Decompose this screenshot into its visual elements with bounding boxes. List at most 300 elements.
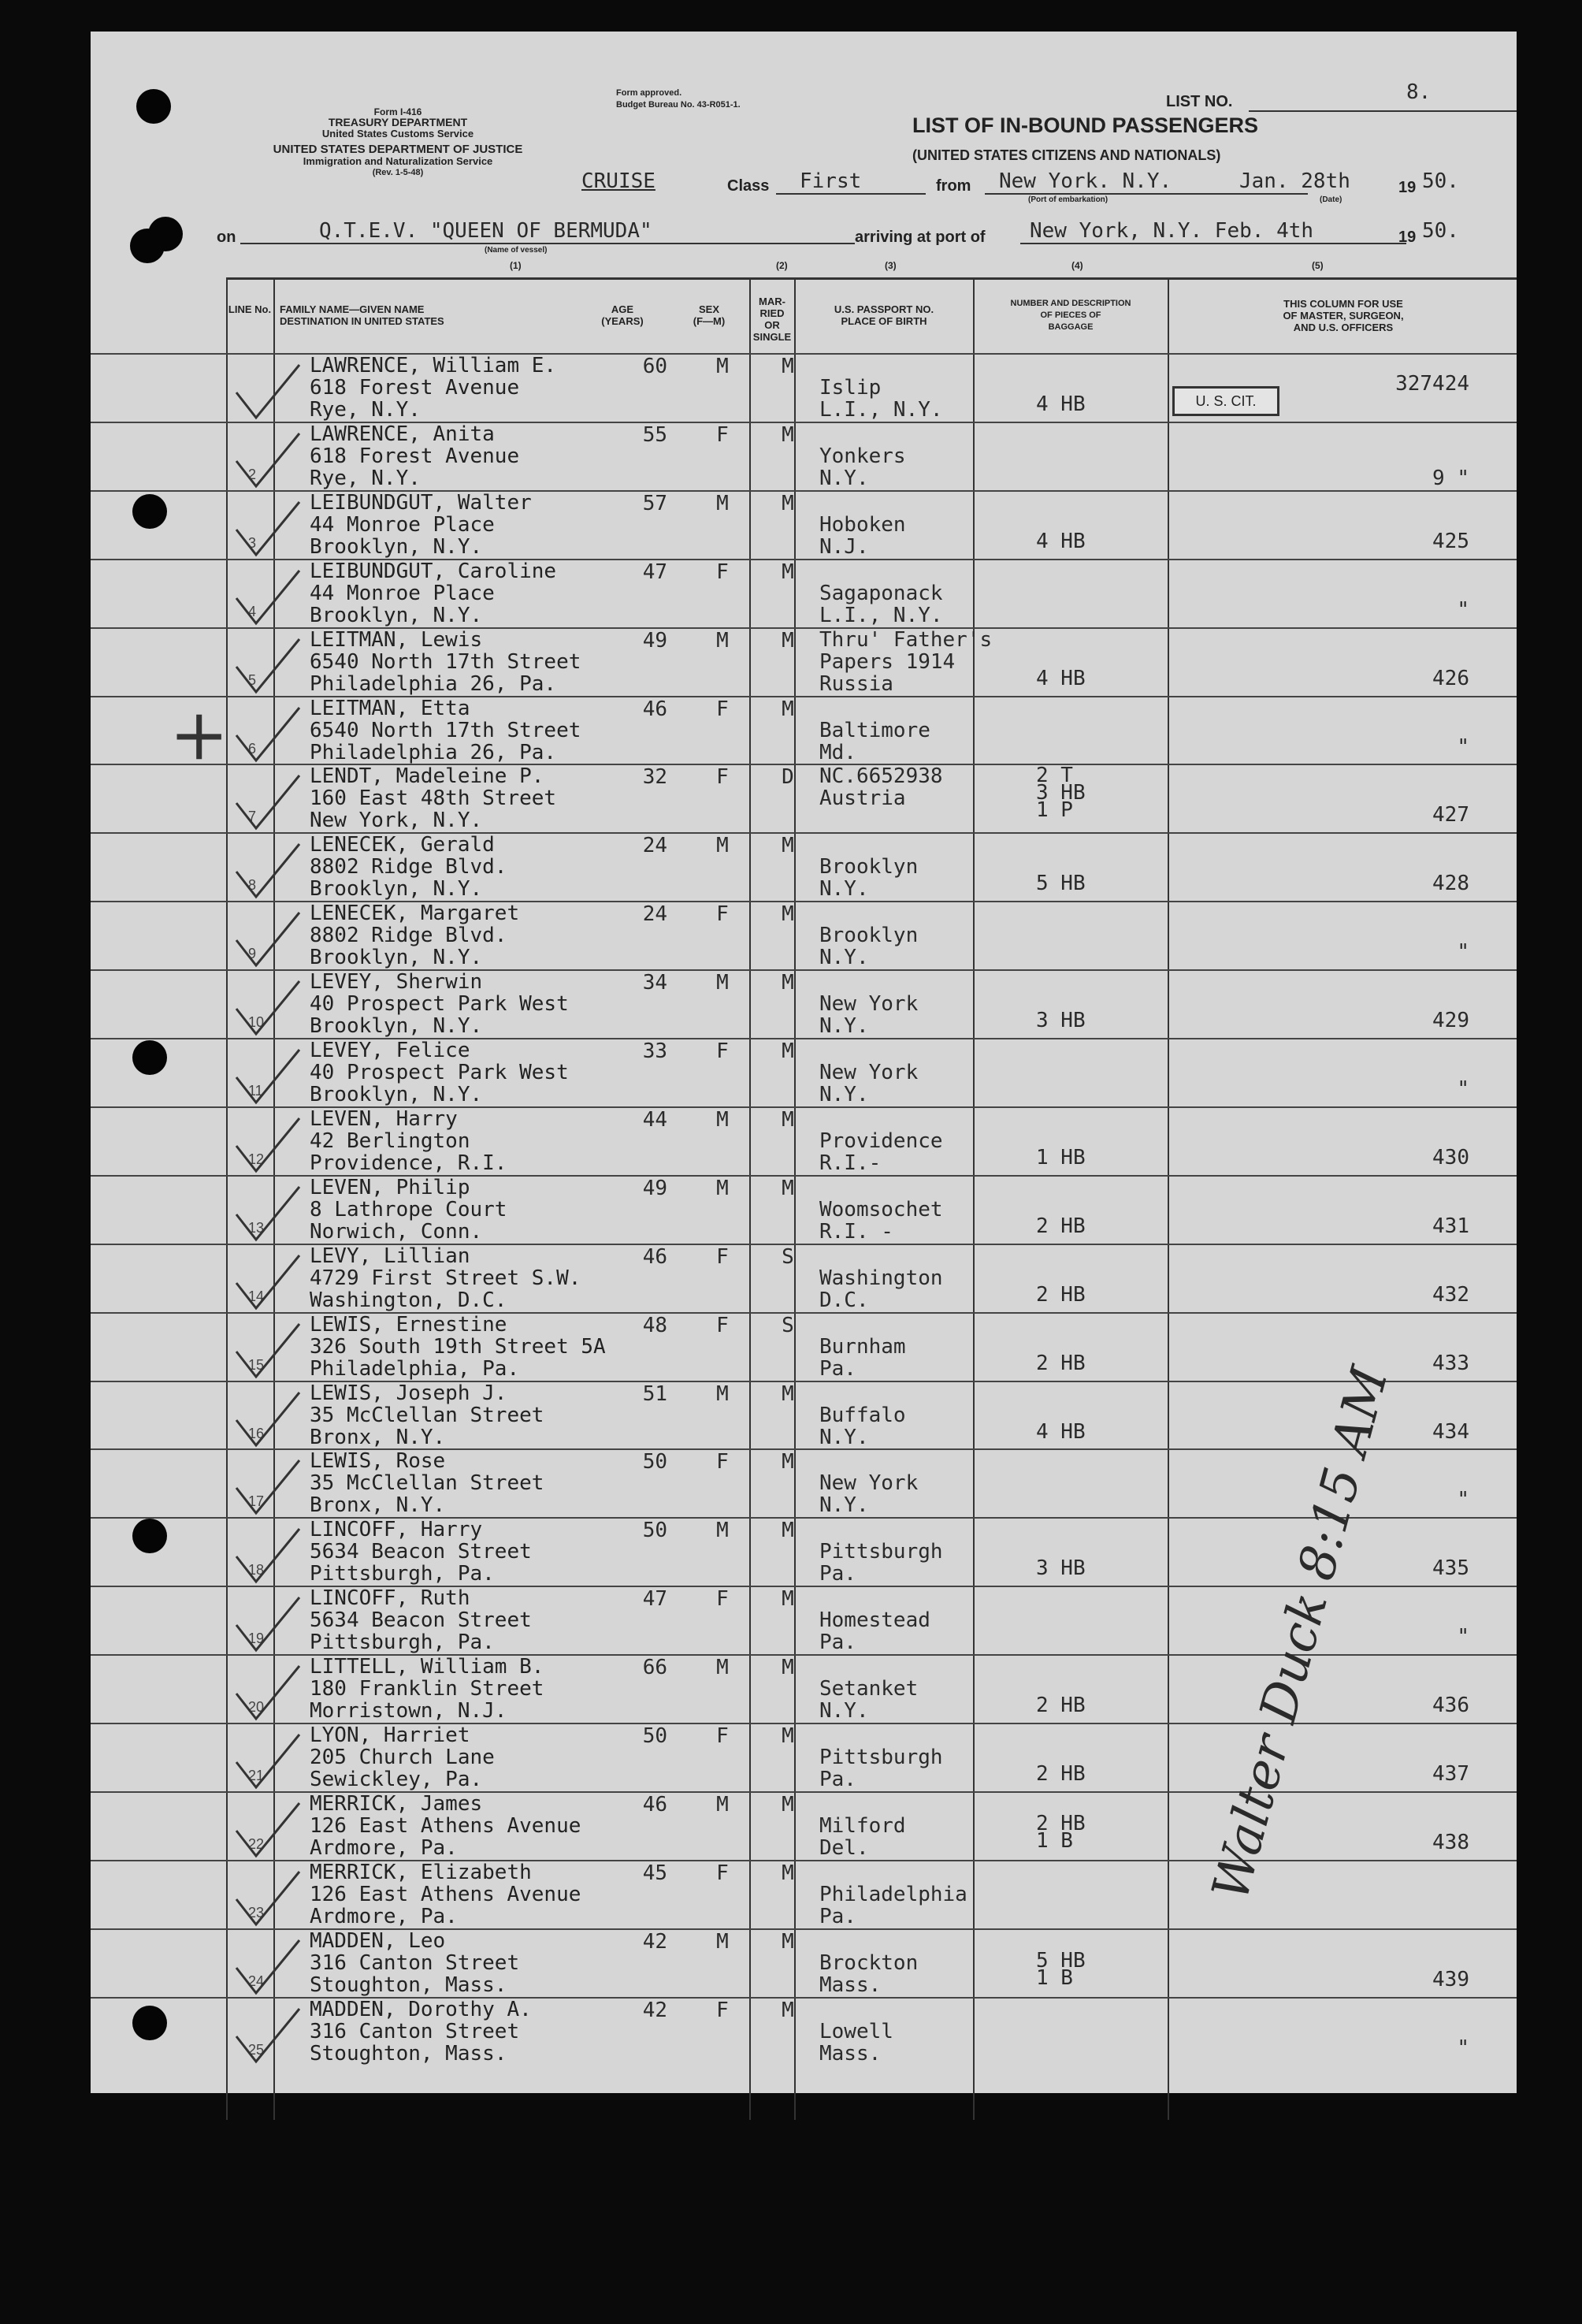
birthplace-line: Brooklyn (819, 855, 919, 879)
name-line: MERRICK, Elizabeth (310, 1860, 532, 1884)
marital-status: M (782, 355, 794, 378)
treasury-label: TREASURY DEPARTMENT (328, 116, 468, 128)
table-row (91, 1448, 1517, 1519)
baggage-line: 1 HB (1036, 1145, 1086, 1169)
line-number: 11 (248, 1083, 263, 1099)
officer-number: " (1457, 734, 1469, 759)
baggage-line: 4 HB (1036, 1419, 1086, 1444)
sex: M (716, 1176, 729, 1200)
line-number: 7 (248, 809, 257, 825)
passenger-name-address (310, 1793, 581, 1859)
line-number: 20 (248, 1699, 265, 1716)
vessel-name: Q.T.E.V. "QUEEN OF BERMUDA" (319, 219, 652, 243)
birthplace-line: N.Y. (819, 1014, 869, 1039)
birthplace-line: New York (819, 1471, 919, 1496)
name-line: LEVEN, Philip (310, 1175, 470, 1199)
check-mark-icon (232, 1936, 303, 1999)
name-line: Brooklyn, N.Y. (310, 877, 483, 902)
line-number: 2 (248, 466, 257, 482)
line-number: 6 (248, 740, 257, 757)
table-row (91, 901, 1517, 971)
officer-number: " (1457, 2036, 1469, 2060)
officer-number: " (1457, 1488, 1469, 1512)
name-line: LEVEY, Sherwin (310, 970, 483, 995)
sex: F (716, 765, 729, 790)
check-mark-icon (232, 1868, 303, 1931)
baggage-line: 4 HB (1036, 529, 1086, 553)
marital-status: M (782, 834, 794, 858)
name-line: LITTELL, William B. (310, 1655, 544, 1679)
name-line: Brooklyn, N.Y. (310, 946, 483, 970)
name-line: Ardmore, Pa. (310, 1835, 458, 1860)
from-date: Jan. 28th (1239, 169, 1350, 193)
name-line: Bronx, N.Y. (310, 1493, 446, 1518)
col-4-marker: (4) (1071, 260, 1083, 271)
col-1-marker: (1) (510, 260, 522, 271)
header-baggage: NUMBER AND DESCRIPTION OF PIECES OF BAGGAGE (1010, 299, 1131, 332)
birthplace (819, 1199, 943, 1243)
marital-status: D (782, 765, 794, 790)
name-line: 618 Forest Avenue (310, 376, 520, 400)
birthplace (819, 1746, 943, 1790)
baggage (1036, 392, 1086, 416)
line-number: 15 (248, 1356, 265, 1373)
sex: M (716, 834, 729, 858)
baggage-line: 4 HB (1036, 666, 1086, 690)
passenger-name-address (310, 355, 556, 421)
age: 45 (642, 1861, 667, 1885)
sex: M (716, 971, 729, 995)
punch-hole (132, 1040, 167, 1075)
sex: M (716, 355, 729, 378)
birthplace-line: Burnham (819, 1334, 906, 1359)
baggage-line: 5 HB (1036, 1948, 1086, 1973)
from-port: New York. N.Y. (999, 169, 1172, 193)
birthplace (819, 1541, 943, 1585)
birthplace-line: Baltimore (819, 718, 930, 742)
baggage (1036, 1556, 1086, 1581)
col-2-marker: (2) (776, 260, 788, 271)
table-row (91, 627, 1517, 697)
birthplace (819, 582, 943, 627)
passenger-name-address (310, 697, 581, 764)
marital-status: M (782, 1587, 794, 1612)
check-mark-icon (232, 1251, 303, 1314)
baggage (1036, 1282, 1086, 1307)
baggage-line: 1 B (1036, 1828, 1073, 1853)
name-line: 5634 Beacon Street (310, 1608, 532, 1633)
line-number: 12 (248, 1151, 265, 1167)
birthplace-line: Hoboken (819, 512, 906, 537)
birthplace (819, 1678, 918, 1722)
birthplace (819, 377, 943, 421)
check-mark-icon (232, 498, 303, 561)
table-row (91, 1244, 1517, 1314)
birthplace-line: Pittsburgh (819, 1540, 943, 1564)
marital-status: M (782, 1450, 794, 1474)
birthplace (819, 720, 930, 764)
line-number: 3 (248, 534, 257, 551)
name-line: 4729 First Street S.W. (310, 1266, 581, 1290)
from-year-prefix: 19 (1398, 179, 1417, 196)
check-mark-icon (232, 1662, 303, 1725)
sex: M (716, 628, 729, 653)
marital-status: M (782, 1861, 794, 1885)
customs-label: United States Customs Service (321, 128, 474, 139)
sex: F (716, 1244, 729, 1269)
header-name: FAMILY NAME—GIVEN NAME DESTINATION IN UNITED STATES (280, 303, 444, 327)
marital-status: M (782, 1039, 794, 1063)
check-mark-icon (232, 1114, 303, 1177)
birthplace-line: L.I., N.Y. (819, 398, 943, 422)
marital-status: M (782, 1381, 794, 1406)
marital-status: M (782, 491, 794, 515)
birthplace-line: Pa. (819, 1356, 856, 1381)
birthplace-line: N.Y. (819, 1083, 869, 1106)
ins-label: Immigration and Naturalization Service (303, 155, 493, 167)
name-line: 44 Monroe Place (310, 581, 495, 605)
header-officers: THIS COLUMN FOR USE OF MASTER, SURGEON, AND U.S. OFFICERS (1283, 298, 1404, 333)
birthplace-line: Yonkers (819, 444, 906, 468)
sex: M (716, 1519, 729, 1543)
name-line: LINCOFF, Ruth (310, 1586, 470, 1611)
baggage (1036, 1694, 1086, 1718)
birthplace-line: Providence (819, 1129, 943, 1153)
name-line: LEWIS, Rose (310, 1449, 446, 1474)
sex: F (716, 1724, 729, 1748)
age: 24 (642, 834, 667, 858)
from-year: 50. (1422, 169, 1459, 193)
sex: F (716, 902, 729, 927)
sex: M (716, 1107, 729, 1132)
name-line: 8802 Ridge Blvd. (310, 924, 507, 948)
age: 51 (642, 1381, 667, 1406)
baggage-line: 2 HB (1036, 1762, 1086, 1786)
baggage-line: 1 B (1036, 1965, 1073, 1990)
punch-hole (148, 217, 183, 251)
header-sex: SEX (F—M) (693, 303, 726, 327)
birthplace-line: N.Y. (819, 1493, 869, 1518)
name-line: LEITMAN, Lewis (310, 627, 483, 652)
name-line: 326 South 19th Street 5A (310, 1334, 606, 1359)
line-number: 13 (248, 1219, 265, 1236)
margin-note: + (169, 693, 229, 776)
birthplace (819, 1883, 967, 1928)
sex: F (716, 422, 729, 447)
name-line: 160 East 48th Street (310, 786, 557, 811)
arriving-label: arriving at port of (855, 229, 986, 246)
passenger-name-address (310, 1450, 544, 1516)
name-line: 180 Franklin Street (310, 1677, 544, 1701)
age: 33 (642, 1039, 667, 1063)
baggage (1036, 1811, 1086, 1853)
birthplace-line: Pa. (819, 1631, 856, 1655)
baggage (1036, 1145, 1086, 1169)
col-5-marker: (5) (1312, 260, 1324, 271)
passenger-name-address (310, 1724, 495, 1790)
header-passport: U.S. PASSPORT NO. PLACE OF BIRTH (834, 303, 934, 327)
age: 42 (642, 1998, 667, 2022)
table-row (91, 559, 1517, 629)
officer-number: 427 (1432, 803, 1469, 827)
name-line: Stoughton, Mass. (310, 2041, 507, 2066)
birthplace-line: Homestead (819, 1608, 930, 1633)
age: 46 (642, 1792, 667, 1816)
name-line: Bronx, N.Y. (310, 1425, 446, 1449)
marital-status: S (782, 1244, 794, 1269)
officer-number: 430 (1432, 1145, 1469, 1169)
name-line: LENECEK, Gerald (310, 833, 495, 857)
birthplace-line: N.Y. (819, 1425, 869, 1449)
officer-number: 429 (1432, 1009, 1469, 1033)
name-line: 316 Canton Street (310, 2019, 520, 2043)
name-line: 8 Lathrope Court (310, 1197, 507, 1221)
birthplace-line: N.Y. (819, 946, 869, 970)
birthplace-line: L.I., N.Y. (819, 603, 943, 627)
cruise-label: CRUISE (581, 169, 655, 193)
check-mark-icon (232, 1593, 303, 1657)
from-label: from (936, 177, 971, 195)
sex: F (716, 697, 729, 721)
name-line: Brooklyn, N.Y. (310, 1014, 483, 1039)
birthplace-line: Woomsochet (819, 1197, 943, 1221)
table-row (91, 969, 1517, 1039)
officer-number: 425 (1432, 529, 1469, 553)
officer-number: 432 (1432, 1282, 1469, 1307)
officer-number: 436 (1432, 1694, 1469, 1718)
birthplace (819, 924, 918, 969)
age: 24 (642, 902, 667, 927)
baggage (1036, 872, 1086, 896)
birthplace (819, 1609, 930, 1653)
table-row (91, 1860, 1517, 1930)
line-number: 8 (248, 877, 257, 894)
age: 48 (642, 1313, 667, 1337)
name-line: LEIBUNDGUT, Walter (310, 490, 532, 515)
birthplace-line: Lowell (819, 2019, 893, 2043)
marital-status: M (782, 1792, 794, 1816)
name-line: Washington, D.C. (310, 1288, 507, 1312)
line-number: 5 (248, 671, 257, 688)
name-line: Brooklyn, N.Y. (310, 603, 483, 627)
officer-number: 428 (1432, 872, 1469, 896)
class-value: First (800, 169, 862, 193)
officer-number: 439 (1432, 1967, 1469, 1991)
passenger-name-address (310, 834, 507, 900)
marital-status: M (782, 422, 794, 447)
baggage (1036, 1948, 1086, 1990)
baggage (1036, 1214, 1086, 1238)
birthplace (819, 1472, 918, 1516)
line-number: 17 (248, 1493, 265, 1510)
officer-number: " (1457, 597, 1469, 622)
document-title: LIST OF IN-BOUND PASSENGERS (912, 113, 1259, 137)
age: 55 (642, 422, 667, 447)
baggage-line: 2 HB (1036, 1351, 1086, 1375)
birthplace-line: Papers 1914 (819, 649, 956, 674)
port-embark-caption: (Port of embarkation) (1028, 195, 1109, 204)
passenger-name-address (310, 1245, 581, 1311)
birthplace-line: Del. (819, 1835, 869, 1860)
birthplace-line: New York (819, 992, 919, 1017)
check-mark-icon (232, 1456, 303, 1519)
officer-number: 426 (1432, 666, 1469, 690)
birthplace-line: Brockton (819, 1950, 919, 1975)
check-mark-icon (232, 567, 303, 630)
passenger-name-address (310, 1519, 532, 1585)
passenger-name-address (310, 1656, 544, 1722)
birthplace-line: N.Y. (819, 466, 869, 490)
name-line: Brooklyn, N.Y. (310, 534, 483, 559)
passenger-name-address (310, 1587, 532, 1653)
marital-status: M (782, 697, 794, 721)
age: 49 (642, 628, 667, 653)
name-line: 618 Forest Avenue (310, 444, 520, 468)
passenger-name-address (310, 1999, 532, 2065)
vessel-caption: (Name of vessel) (485, 246, 548, 255)
name-line: LEITMAN, Etta (310, 696, 470, 720)
baggage (1036, 1009, 1086, 1033)
name-line: MERRICK, James (310, 1791, 483, 1816)
birthplace (819, 1404, 906, 1448)
birthplace-line: Mass. (819, 1973, 882, 1997)
document-subtitle: (UNITED STATES CITIZENS AND NATIONALS) (912, 147, 1221, 163)
passenger-name-address (310, 902, 519, 969)
name-line: Norwich, Conn. (310, 1219, 483, 1244)
table-row (91, 422, 1517, 492)
birthplace-line: Islip (819, 376, 882, 400)
name-line: Sewickley, Pa. (310, 1768, 483, 1791)
table-row (91, 1038, 1517, 1108)
name-line: LAWRENCE, Anita (310, 422, 495, 446)
name-line: Pittsburgh, Pa. (310, 1631, 495, 1655)
name-line: Ardmore, Pa. (310, 1904, 458, 1928)
name-line: Morristown, N.J. (310, 1699, 507, 1723)
marital-status: M (782, 1929, 794, 1954)
on-label: on (217, 229, 236, 246)
age: 34 (642, 971, 667, 995)
baggage-line: 2 HB (1036, 1214, 1086, 1238)
us-citizen-stamp: U. S. CIT. (1172, 386, 1279, 416)
birthplace-line: N.Y. (819, 1699, 869, 1723)
birthplace-line: New York (819, 1061, 919, 1084)
officer-number: 431 (1432, 1214, 1469, 1238)
check-mark-icon (232, 704, 303, 767)
name-line: 316 Canton Street (310, 1950, 520, 1975)
birthplace-line: N.J. (819, 534, 869, 559)
table-row (91, 1106, 1517, 1177)
name-line: 35 McClellan Street (310, 1471, 544, 1496)
birthplace-line: Russia (819, 671, 893, 696)
birthplace-line: Pa. (819, 1562, 856, 1586)
table-row (91, 1928, 1517, 1999)
table-row (91, 764, 1517, 834)
header-line-no: LINE No. (228, 303, 272, 315)
passenger-name-address (310, 1930, 519, 1996)
name-line: 35 McClellan Street (310, 1403, 544, 1427)
passenger-name-address (310, 1382, 544, 1448)
sex: M (716, 1381, 729, 1406)
justice-label: UNITED STATES DEPARTMENT OF JUSTICE (273, 143, 523, 156)
name-line: 5634 Beacon Street (310, 1540, 532, 1564)
form-number: Form I-416 (373, 106, 422, 117)
name-line: Philadelphia 26, Pa. (310, 671, 557, 696)
baggage-line: 3 HB (1036, 781, 1086, 805)
officer-number: " (1457, 1625, 1469, 1649)
table-row (91, 1791, 1517, 1861)
age: 42 (642, 1929, 667, 1954)
line-number: 9 (248, 946, 257, 962)
birthplace (819, 765, 943, 809)
name-line: New York, N.Y. (310, 809, 483, 833)
line-number: 25 (248, 2041, 265, 2058)
birthplace-line: Austria (819, 786, 906, 811)
sex: F (716, 1587, 729, 1612)
marital-status: M (782, 1176, 794, 1200)
name-line: Rye, N.Y. (310, 398, 421, 422)
baggage-line: 5 HB (1036, 872, 1086, 896)
sex: M (716, 1792, 729, 1816)
revision-label: (Rev. 1-5-48) (372, 168, 424, 177)
marital-status: M (782, 902, 794, 927)
name-line: LEIBUNDGUT, Caroline (310, 559, 557, 583)
name-line: Providence, R.I. (310, 1151, 507, 1175)
birthplace (819, 1952, 918, 1996)
punch-hole (132, 1519, 167, 1553)
check-mark-icon (232, 909, 303, 972)
birthplace-line: Philadelphia (819, 1882, 967, 1906)
check-mark-icon (232, 1320, 303, 1383)
name-line: LEVEY, Felice (310, 1039, 470, 1062)
line-number: 16 (248, 1425, 265, 1441)
passenger-name-address (310, 1177, 507, 1243)
name-line: 6540 North 17th Street (310, 649, 581, 674)
sex: F (716, 1313, 729, 1337)
baggage-line: 2 HB (1036, 1282, 1086, 1307)
punch-hole (132, 494, 167, 529)
officer-number: 434 (1432, 1419, 1469, 1444)
officer-number: 433 (1432, 1351, 1469, 1375)
marital-status: M (782, 560, 794, 584)
birthplace-line: R.I.- (819, 1151, 882, 1175)
table-row (91, 696, 1517, 766)
name-line: LEWIS, Ernestine (310, 1312, 507, 1337)
age: 50 (642, 1450, 667, 1474)
sex: M (716, 1929, 729, 1954)
birthplace-line: N.Y. (819, 877, 869, 902)
check-mark-icon (232, 977, 303, 1040)
marital-status: M (782, 1656, 794, 1680)
birthplace-line: Sagaponack (819, 581, 943, 605)
age: 66 (642, 1656, 667, 1680)
date-caption: (Date) (1320, 195, 1342, 204)
birthplace (819, 1336, 906, 1380)
line-number: 19 (248, 1631, 265, 1647)
baggage (1036, 1351, 1086, 1375)
passenger-name-address (310, 423, 519, 489)
birthplace-line: Setanket (819, 1677, 919, 1701)
passenger-name-address (310, 1108, 507, 1174)
form-approved: Form approved. (616, 88, 682, 98)
name-line: LEWIS, Joseph J. (310, 1381, 507, 1405)
passenger-name-address (310, 560, 556, 627)
name-line: Rye, N.Y. (310, 466, 421, 490)
passenger-name-address (310, 1039, 569, 1106)
age: 57 (642, 491, 667, 515)
marital-status: M (782, 1107, 794, 1132)
name-line: 42 Berlington (310, 1129, 470, 1153)
name-line: 126 East Athens Avenue (310, 1882, 581, 1906)
